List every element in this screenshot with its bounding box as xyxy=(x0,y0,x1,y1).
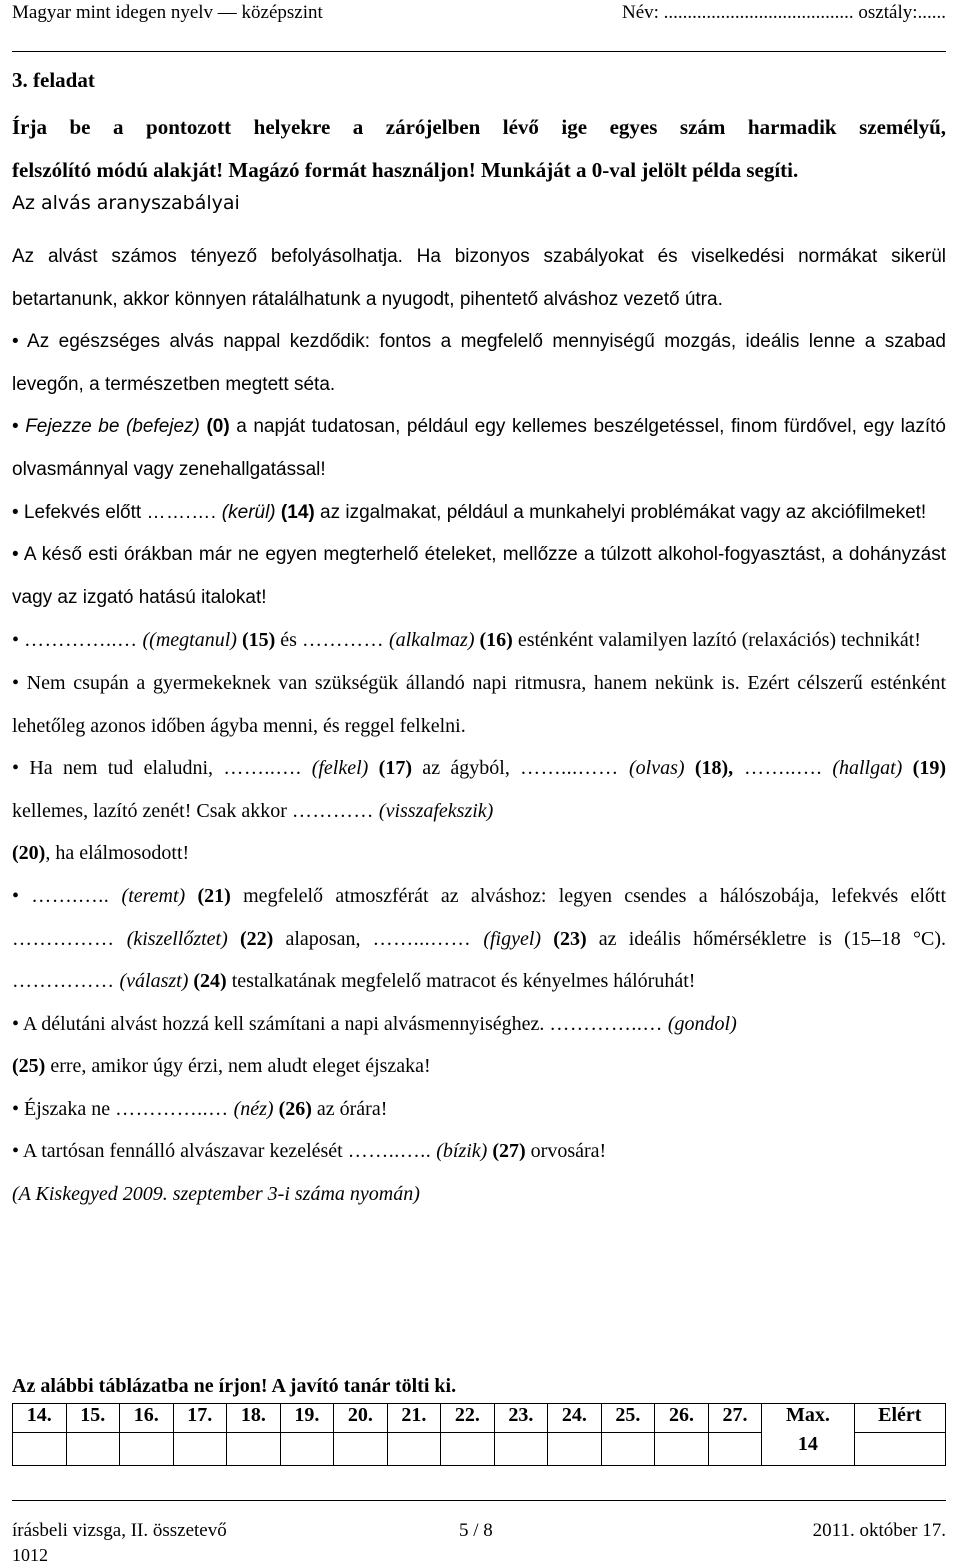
paragraph-2 xyxy=(12,406,946,491)
paragraph-text: , ha elálmosodott! xyxy=(45,842,190,865)
bullet: • xyxy=(12,416,26,438)
instruction-line-1: Írja be a pontozott helyekre a zárójelben lévő ige egyes szám harmadik személyű, xyxy=(12,115,946,139)
score-cell xyxy=(548,1433,602,1466)
header-subject: Magyar mint idegen nyelv — középszint xyxy=(12,2,323,23)
paragraph-text: • Ha nem tud elaludni, xyxy=(12,757,224,780)
verb-hint: (hallgat) xyxy=(822,757,903,780)
verb-hint: (választ) xyxy=(114,970,189,993)
score-header-cell: 22. xyxy=(441,1404,495,1433)
score-cell xyxy=(601,1433,655,1466)
paragraph-text: esténként valamilyen lazító (relaxációs) technikát! xyxy=(512,629,921,652)
blank-16[interactable]: ………… xyxy=(301,629,384,652)
item-number-20: (20) xyxy=(12,842,46,865)
score-header-cell: 26. xyxy=(655,1404,709,1433)
score-header-cell: 25. xyxy=(601,1404,655,1433)
blank-18[interactable]: ……...…… xyxy=(520,757,619,780)
item-number-21: (21) xyxy=(185,884,231,907)
verb-hint: (néz) xyxy=(228,1097,274,1120)
item-number-26: (26) xyxy=(273,1097,312,1120)
blank-14[interactable]: …….…. xyxy=(146,501,217,523)
score-value-row xyxy=(13,1433,946,1466)
score-cell xyxy=(441,1433,495,1466)
task-title: 3. feladat xyxy=(12,68,95,92)
footer-date: 2011. október 17. xyxy=(812,1520,946,1541)
verb-hint: (olvas) xyxy=(618,757,685,780)
item-number-17: (17) xyxy=(368,757,412,780)
item-number-27: (27) xyxy=(487,1140,526,1163)
paragraph-text: orvosára! xyxy=(525,1140,607,1163)
score-earned-cell xyxy=(854,1433,945,1466)
paragraph-8 xyxy=(12,875,946,1003)
intro-paragraph: Az alvást számos tényező befolyásolhatja. Ha bizonyos szabályokat és viselkedési normákat sikerül betartanunk, akkor könnyen rátalálhatunk a nyugodt, pihentető alváshoz vezető útra. xyxy=(12,246,946,310)
score-table xyxy=(12,1403,946,1466)
paragraph-11 xyxy=(12,1130,946,1173)
header-name-field: Név: ........................................ osztály:...... xyxy=(621,2,946,23)
score-cell xyxy=(494,1433,548,1466)
score-cell xyxy=(387,1433,441,1466)
score-cell xyxy=(227,1433,281,1466)
paragraph-4: • A késő esti órákban már ne egyen megterhelő ételeket, mellőzze a túlzott alkohol-fogyasztást, a dohányzást vagy az izgató hatású italokat! xyxy=(12,544,946,608)
score-max-value: 14 xyxy=(762,1433,854,1466)
paragraph-5 xyxy=(12,619,946,662)
item-number-23: (23) xyxy=(541,927,587,950)
score-header-cell: 27. xyxy=(708,1404,762,1433)
paragraph-text: testalkatának megfelelő matracot és kényelmes hálóruhát! xyxy=(226,970,696,993)
score-cell xyxy=(120,1433,174,1466)
paragraph-text: • Lefekvés előtt xyxy=(12,501,147,523)
task-instruction xyxy=(12,106,946,192)
source-citation: (A Kiskegyed 2009. szeptember 3-i száma nyomán) xyxy=(12,1183,420,1206)
score-header-max: Max. xyxy=(762,1404,854,1433)
reading-text xyxy=(12,236,946,1216)
verb-hint: (teremt) xyxy=(109,884,186,907)
item-number-0: (0) xyxy=(199,416,230,438)
score-header-cell: 18. xyxy=(227,1404,281,1433)
verb-hint: (felkel) xyxy=(301,757,369,780)
blank-26[interactable]: …………..… xyxy=(115,1097,229,1120)
footer-exam-part: írásbeli vizsga, II. összetevő xyxy=(12,1520,227,1541)
item-number-24: (24) xyxy=(188,970,227,993)
score-cell xyxy=(655,1433,709,1466)
score-header-cell: 17. xyxy=(173,1404,227,1433)
verb-hint: (visszafekszik) xyxy=(373,799,494,822)
grader-note: Az alábbi táblázatba ne írjon! A javító tanár tölti ki. xyxy=(12,1375,457,1397)
blank-24[interactable]: …………… xyxy=(12,970,115,993)
score-header-cell: 21. xyxy=(387,1404,441,1433)
paragraph-text: • A délutáni alvást hozzá kell számítani a napi alvásmennyiséghez. xyxy=(12,1012,550,1035)
bullet: • xyxy=(12,629,25,652)
paragraph-text: az órára! xyxy=(311,1097,388,1120)
score-header-cell: 16. xyxy=(120,1404,174,1433)
bullet: • xyxy=(12,884,32,907)
paragraph-text: • A tartósan fennálló alvászavar kezelését xyxy=(12,1140,348,1163)
score-header-cell: 15. xyxy=(66,1404,120,1433)
paragraph-text: és xyxy=(275,629,302,652)
paragraph-text: kellemes, lazító zenét! Csak akkor xyxy=(12,799,292,822)
item-number-15: (15) xyxy=(236,629,276,652)
score-header-cell: 14. xyxy=(13,1404,67,1433)
paragraph-9 xyxy=(12,1003,946,1088)
page-footer xyxy=(12,1500,946,1565)
verb-hint: (alkalmaz) xyxy=(383,629,475,652)
verb-hint: (kiszellőztet) xyxy=(114,927,228,950)
verb-hint: (bízik) xyxy=(431,1140,488,1163)
paragraph-text: az izgalmakat, például a munkahelyi problémákat vagy az akciófilmeket! xyxy=(314,501,927,523)
blank-22[interactable]: …………… xyxy=(12,927,115,950)
score-cell xyxy=(334,1433,388,1466)
paragraph-text: az ágyból, xyxy=(411,757,521,780)
score-header-cell: 20. xyxy=(334,1404,388,1433)
blank-20[interactable]: ………… xyxy=(291,799,374,822)
verb-hint: (figyel) xyxy=(471,927,542,950)
score-header-cell: 23. xyxy=(494,1404,548,1433)
paragraph-text: megfelelő atmoszférát az alváshoz: legyen csendes a hálószobája, lefekvés előtt xyxy=(230,884,946,907)
score-cell xyxy=(280,1433,334,1466)
text-title: Az alvás aranyszabályai xyxy=(12,192,240,214)
footer-page-number: 5 / 8 xyxy=(459,1520,493,1541)
footer-code: 1012 xyxy=(12,1545,48,1565)
score-cell xyxy=(66,1433,120,1466)
score-header-row xyxy=(13,1404,946,1433)
verb-hint: (gondol) xyxy=(662,1012,737,1035)
paragraph-3 xyxy=(12,492,946,535)
score-header-cell: 24. xyxy=(548,1404,602,1433)
instruction-line-2: felszólító módú alakját! Magázó formát használjon! Munkáját a 0-val jelölt példa segíti. xyxy=(12,158,799,182)
item-number-16: (16) xyxy=(474,629,513,652)
score-header-earned: Elért xyxy=(854,1404,945,1433)
score-cell xyxy=(173,1433,227,1466)
paragraph-6: • Nem csupán a gyermekeknek van szükségük állandó napi ritmusra, hanem nekünk is. Ezért célszerű esténként lehetőleg azonos időben ágyba menni, és reggel felkelni. xyxy=(12,671,946,737)
paragraph-text: erre, amikor úgy érzi, nem aludt eleget éjszaka! xyxy=(45,1055,431,1078)
score-cell xyxy=(13,1433,67,1466)
verb-hint: (kerül) xyxy=(216,501,276,523)
blank-15[interactable]: …………..… xyxy=(24,629,138,652)
blank-27[interactable]: ……..….. xyxy=(347,1140,432,1163)
paragraph-text: alaposan, xyxy=(273,927,373,950)
paragraph-7 xyxy=(12,747,946,875)
item-number-25: (25) xyxy=(12,1055,46,1078)
paragraph-text: • Éjszaka ne xyxy=(12,1097,116,1120)
paragraph-text: a napját tudatosan, például egy kellemes beszélgetéssel, finom fürdővel, egy lazító olvasmánnyal vagy zenehallgatással! xyxy=(12,416,946,480)
item-number-19: (19) xyxy=(902,757,946,780)
blank-17[interactable]: ……..…. xyxy=(223,757,302,780)
item-number-14: (14) xyxy=(275,501,315,523)
score-cell xyxy=(708,1433,762,1466)
item-number-22: (22) xyxy=(227,927,274,950)
paragraph-1: • Az egészséges alvás nappal kezdődik: fontos a megfelelő mennyiségű mozgás, ideális lenne a szabad levegőn, a természetben megtett séta. xyxy=(12,331,946,395)
paragraph-10 xyxy=(12,1088,946,1131)
blank-23[interactable]: ……...…… xyxy=(372,927,472,950)
page-header xyxy=(12,0,946,52)
score-header-cell: 19. xyxy=(280,1404,334,1433)
blank-25[interactable]: …………..… xyxy=(549,1012,663,1035)
item-number-18: (18), xyxy=(684,757,734,780)
verb-hint: ((megtanul) xyxy=(137,629,237,652)
blank-19[interactable]: ……..…. xyxy=(733,757,823,780)
example-answer: Fejezze be (befejez) xyxy=(25,416,200,438)
blank-21[interactable]: …….….. xyxy=(31,884,110,907)
paragraph-text: az ideális hőmérsékletre is (15–18 °C). xyxy=(586,927,946,950)
